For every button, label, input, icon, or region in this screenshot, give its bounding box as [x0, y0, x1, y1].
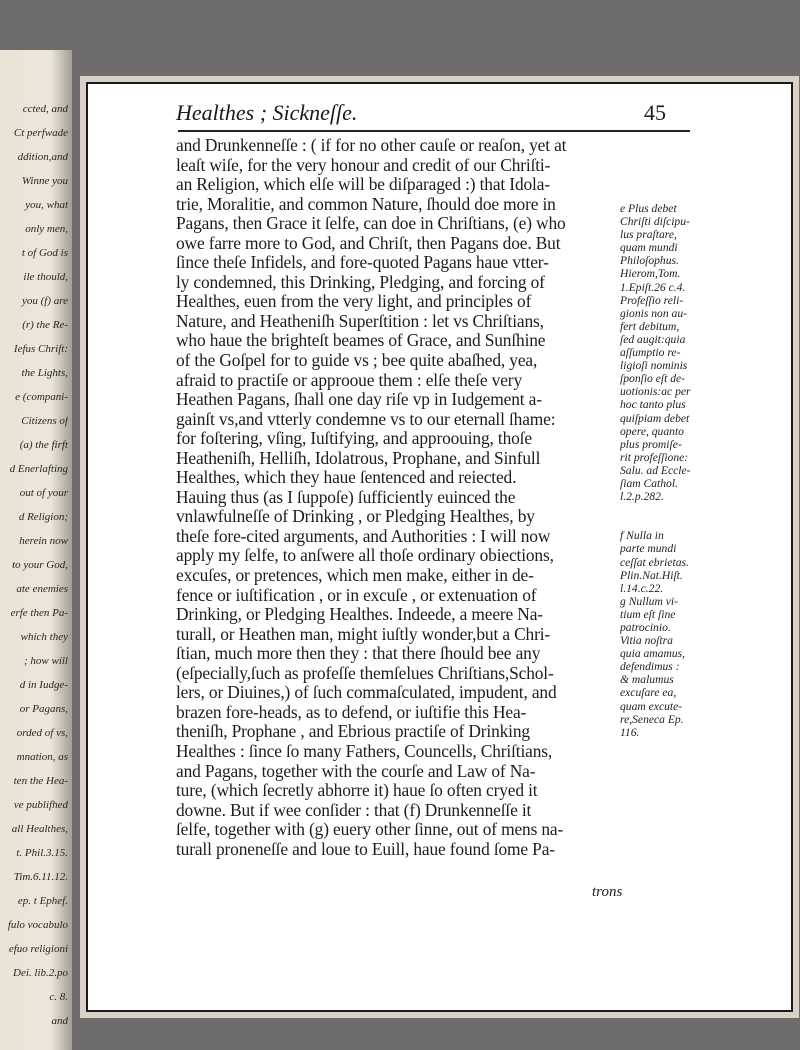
text-line: vnlawfulneſſe of Drinking , or Pledging Healthes, by: [176, 507, 535, 527]
margin-note-line: excuſare ea,: [620, 686, 677, 700]
margin-note-line: ceſſat ebrietas.: [620, 555, 689, 569]
margin-note-line: ſed augit:quia: [620, 332, 686, 346]
facing-page-fragment: [0, 50, 72, 1050]
text-line: for foſtering, vſing, Iuſtifying, and approouing, thoſe: [176, 429, 532, 449]
text-line: theſe fore-cited arguments, and Authorities : I will now: [176, 526, 551, 546]
facing-page-line: you (f) are: [21, 295, 68, 307]
margin-note-line: lus praſtare,: [620, 228, 677, 242]
facing-page-line: efuo religioni: [8, 943, 68, 955]
facing-page-line: c. 8.: [49, 991, 68, 1003]
facing-page-line: d Enerlafting: [9, 463, 68, 475]
text-line: Drinking, or Pledging Healthes. Indeede, a meere Na-: [176, 605, 543, 625]
text-line: Nature, and Heatheniſh Superſtition : let vs Chriſtians,: [176, 311, 544, 331]
text-line: Heatheniſh, Helliſh, Idolatrous, Prophane, and Sinfull: [176, 448, 541, 468]
header-rule: [178, 130, 690, 132]
text-line: Pagans, then Grace it ſelfe, can doe in Chriſtians, (e) who: [176, 214, 566, 234]
margin-note-line: quam mundi: [620, 241, 678, 255]
margin-note-line: & malumus: [620, 673, 674, 687]
margin-note-line: ſponſio eſt de-: [620, 372, 686, 386]
catchword: trons: [592, 884, 623, 900]
margin-note-line: [620, 503, 710, 516]
margin-note-line: aſſumptio re-: [620, 346, 681, 360]
text-line: ſelfe, together with (g) euery other ſinne, out of mens na-: [176, 820, 564, 840]
facing-page-line: Dei. lib.2.po: [13, 967, 68, 979]
margin-note-line: fert debitum,: [620, 319, 680, 333]
margin-note-line: Hierom,Tom.: [620, 267, 681, 281]
margin-note-line: 116.: [620, 725, 640, 739]
text-line: ſince theſe Infidels, and fore-quoted Pagans haue vtter-: [176, 253, 549, 273]
margin-note-line: patrocinio.: [620, 621, 671, 634]
text-line: gainſt vs,and vtterly condemne vs to our eternall ſhame:: [176, 409, 556, 429]
facing-page-line: (a) the firft: [19, 439, 68, 451]
facing-page-line: to your God,: [12, 559, 68, 571]
facing-page-line: ate enemies: [16, 583, 68, 595]
margin-note-line: 1.Epiſt.26 c.4.: [620, 280, 686, 294]
margin-note-line: Plin.Nat.Hiſt.: [620, 568, 683, 582]
margin-note-line: hoc tanto plus: [620, 398, 686, 412]
text-line: excuſes, or pretences, which men make, either in de-: [176, 566, 534, 586]
facing-page-line: (r) the Re-: [22, 319, 68, 331]
facing-page-line: Tim.6.11.12.: [13, 871, 68, 883]
margin-note-line: Philoſophus.: [620, 254, 679, 268]
margin-notes: [620, 202, 710, 739]
facing-page-line: ten the Hea-: [13, 775, 68, 787]
facing-page-line: Winne you: [21, 175, 68, 187]
margin-note-line: Vitia noſtra: [620, 634, 673, 648]
facing-page-line: e (compani-: [15, 391, 68, 403]
margin-note-line: opere, quanto: [620, 424, 684, 438]
margin-note-line: quia amamus,: [620, 647, 686, 661]
text-line: who haue the brighteſt beames of Grace, and Sunſhine: [176, 331, 546, 351]
facing-page-line: or Pagans,: [19, 703, 68, 715]
text-line: turall, or Heathen man, might iuſtly wonder,but a Chri-: [176, 624, 551, 644]
text-line: and Pagans, together with the courſe and Law of Na-: [176, 761, 536, 781]
text-line: Hauing thus (as I ſuppoſe) ſufficiently euinced the: [176, 487, 516, 507]
text-line: brazen fore-heads, as to defend, or iuſtifie this Hea-: [176, 702, 527, 722]
facing-page-line: all Healthes,: [11, 823, 68, 835]
facing-page-line: ccted, and: [22, 103, 68, 115]
facing-page-line: only men,: [25, 223, 68, 235]
text-line: ture, (which ſecretly abhorre it) haue ſo often cryed it: [176, 781, 538, 801]
margin-note-line: l.2.p.282.: [620, 490, 664, 504]
text-line: of the Goſpel for to guide vs ; bee quite abaſhed, yea,: [176, 351, 538, 371]
text-line: fence or iuſtification , or in excuſe , or extenuation of: [176, 585, 537, 605]
text-line: Healthes : ſince ſo many Fathers, Councells, Chriſtians,: [176, 741, 553, 761]
facing-page-line: ddition,and: [17, 151, 68, 163]
page-number: 45: [644, 100, 666, 125]
margin-note-line: Salu. ad Eccle-: [620, 463, 691, 477]
facing-page-line: ile thould,: [23, 271, 68, 283]
facing-page-line: Citizens of: [21, 415, 68, 427]
body-text: [176, 136, 616, 859]
text-line: turall proneneſſe and loue to Euill, haue found ſome Pa-: [176, 839, 555, 859]
text-line: Healthes, which they haue ſentenced and reiected.: [176, 468, 517, 488]
facing-page-line: t. Phil.3.15.: [16, 847, 68, 859]
facing-page-line: d Religion;: [18, 511, 68, 523]
text-line: Healthes, euen from the very light, and principles of: [176, 292, 532, 312]
text-line: lers, or Diuines,) of ſuch commaſculated, impudent, and: [176, 683, 557, 703]
margin-note-line: tium eſt ſine: [620, 607, 676, 621]
margin-note-line: plus promiſe-: [620, 437, 682, 451]
facing-page-line: which they: [20, 631, 68, 643]
running-title: Healthes ; Sickneſſe.: [176, 100, 358, 125]
running-header: [88, 100, 791, 130]
margin-note-line: defendimus :: [620, 660, 680, 674]
facing-page-line: Ct perfwade: [13, 127, 68, 139]
facing-page-line: orded of vs,: [16, 727, 68, 739]
facing-page-line: ; how will: [23, 655, 68, 667]
margin-note-line: rit profeſſione:: [620, 450, 689, 464]
text-line: afraid to practiſe or approoue them : elſe theſe very: [176, 370, 522, 390]
text-line: an Religion, which elſe will be diſparaged :) that Idola-: [176, 175, 550, 195]
text-line: downe. But if wee conſider : that (f) Drunkenneſſe it: [176, 800, 532, 820]
text-line: (eſpecially,ſuch as profeſſe themſelues Chriſtians,Schol-: [176, 663, 554, 683]
margin-note-line: ligioſi nominis: [620, 359, 688, 373]
facing-page-line: ep. t Ephef.: [17, 895, 68, 907]
facing-page-line: erfe then Pa-: [10, 607, 68, 619]
text-line: owe farre more to God, and Chriſt, then Pagans doe. But: [176, 233, 561, 253]
text-line: and Drunkenneſſe : ( if for no other cauſe or reaſon, yet at: [176, 136, 567, 155]
margin-note-line: uotionis:ac per: [620, 385, 691, 399]
margin-note-line: gionis non au-: [620, 306, 687, 320]
margin-note-line: parte mundi: [620, 542, 677, 556]
facing-page-line: fulo vocabulo: [7, 919, 68, 931]
margin-note-line: f Nulla in: [620, 529, 664, 543]
margin-note-line: ſiam Cathol.: [620, 476, 678, 490]
facing-page-line: out of your: [19, 487, 68, 499]
text-line: leaſt wiſe, for the very honour and credit of our Chriſti-: [176, 155, 551, 175]
text-line: ly condemned, this Drinking, Pledging, and forcing of: [176, 272, 545, 292]
margin-note-line: e Plus debet: [620, 202, 677, 215]
margin-note-line: quam excute-: [620, 699, 683, 713]
margin-note-line: quiſpiam debet: [620, 411, 690, 425]
facing-page-line: and: [51, 1015, 68, 1027]
text-line: Heathen Pagans, ſhall one day riſe vp in Iudgement a-: [176, 390, 542, 410]
facing-page-line: d in Iudge-: [19, 679, 68, 691]
margin-note-line: g Nullum vi-: [620, 594, 678, 608]
text-line: apply my ſelfe, to anſwere all thoſe ordinary obiections,: [176, 546, 554, 566]
facing-page-line: t of God is: [21, 247, 68, 259]
facing-page-line: Iefus Chrift:: [13, 343, 68, 355]
facing-page-line: you, what: [25, 199, 68, 211]
margin-note-line: Chriſti diſcipu-: [620, 215, 690, 229]
margin-note-line: re,Seneca Ep.: [620, 712, 684, 726]
facing-page-line: herein now: [19, 535, 68, 547]
margin-note-line: [620, 516, 710, 529]
margin-note-line: l.14.c.22.: [620, 581, 664, 595]
margin-note-line: Profeſſio reli-: [620, 293, 684, 307]
text-line: theniſh, Prophane , and Ebrious practiſe of Drinking: [176, 722, 530, 742]
facing-page-line: mnation, as: [16, 751, 68, 763]
book-page: [86, 82, 793, 1012]
text-line: ſtian, much more then they : that there ſhould bee any: [176, 644, 541, 664]
facing-page-line: ve publifhed: [13, 799, 68, 811]
text-line: trie, Moralitie, and common Nature, ſhould doe more in: [176, 194, 556, 214]
facing-page-line: the Lights,: [21, 367, 68, 379]
